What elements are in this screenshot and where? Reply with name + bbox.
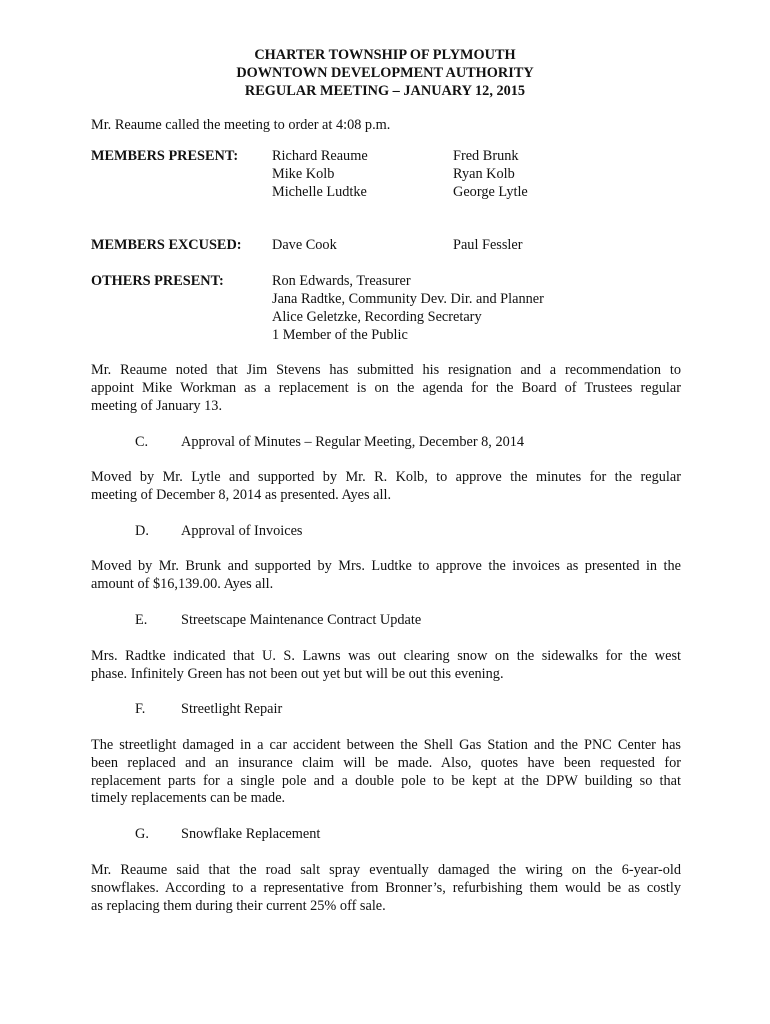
paragraph-line: replacement parts for a single pole and a double pole to be kept at the DPW building so that (91, 772, 681, 789)
other-present-name: Jana Radtke, Community Dev. Dir. and Planner (272, 291, 544, 307)
member-excused-name: Dave Cook (272, 237, 337, 253)
section-letter: G. (135, 826, 149, 842)
member-present-name: Michelle Ludtke (272, 184, 367, 200)
section-heading: Snowflake Replacement (181, 826, 321, 842)
other-present-name: 1 Member of the Public (272, 327, 408, 343)
paragraph-line: amount of $16,139.00. Ayes all. (91, 575, 274, 592)
section-body (91, 469, 681, 505)
member-excused-name: Paul Fessler (453, 237, 523, 253)
paragraph-line: appoint Mike Workman as a replacement is on the agenda for the Board of Trustees regular (91, 379, 681, 396)
other-present-name: Ron Edwards, Treasurer (272, 273, 411, 289)
section-letter: F. (135, 701, 146, 717)
header-meeting-date: REGULAR MEETING – JANUARY 12, 2015 (244, 83, 526, 99)
call-to-order: Mr. Reaume called the meeting to order at 4:08 p.m. (91, 117, 391, 133)
header-authority: DOWNTOWN DEVELOPMENT AUTHORITY (236, 65, 534, 81)
paragraph-line: as replacing them during their current 25% off sale. (91, 897, 386, 914)
member-present-name: Fred Brunk (453, 148, 519, 164)
paragraph-line: Moved by Mr. Lytle and supported by Mr. R. Kolb, to approve the minutes for the regular (91, 469, 681, 485)
paragraph-line: Moved by Mr. Brunk and supported by Mrs. Ludtke to approve the invoices as presented in the (91, 558, 681, 574)
section-body (91, 648, 681, 684)
paragraph-line: Mrs. Radtke indicated that U. S. Lawns was out clearing snow on the sidewalks for the west (91, 648, 681, 664)
member-present-name: Ryan Kolb (453, 166, 515, 182)
others-present-label: OTHERS PRESENT: (91, 273, 224, 289)
resignation-note (91, 362, 681, 415)
section-heading: Streetlight Repair (181, 701, 283, 717)
section-letter: C. (135, 434, 149, 450)
paragraph-line: been replaced and an insurance claim will be made. Also, quotes have been requested for (91, 754, 681, 771)
section-letter: E. (135, 612, 148, 628)
members-present-label: MEMBERS PRESENT: (91, 148, 239, 164)
member-present-name: Mike Kolb (272, 166, 335, 182)
members-excused-label: MEMBERS EXCUSED: (91, 237, 242, 253)
paragraph-line: Mr. Reaume said that the road salt spray eventually damaged the wiring on the 6-year-old (91, 862, 681, 878)
paragraph-line: The streetlight damaged in a car accident between the Shell Gas Station and the PNC Center has (91, 737, 681, 753)
paragraph-line: snowflakes. According to a representative from Bronner’s, refurbishing them would be as costly (91, 879, 681, 896)
section-heading: Approval of Invoices (181, 523, 303, 539)
header-township: CHARTER TOWNSHIP OF PLYMOUTH (254, 47, 516, 63)
section-body (91, 737, 681, 808)
member-present-name: George Lytle (453, 184, 528, 200)
paragraph-line: phase. Infinitely Green has not been out yet but will be out this evening. (91, 665, 504, 682)
section-letter: D. (135, 523, 149, 539)
paragraph-line: Mr. Reaume noted that Jim Stevens has submitted his resignation and a recommendation to (91, 362, 681, 378)
paragraph-line: meeting of January 13. (91, 397, 223, 414)
member-present-name: Richard Reaume (272, 148, 368, 164)
section-heading: Streetscape Maintenance Contract Update (181, 612, 422, 628)
section-body (91, 558, 681, 594)
other-present-name: Alice Geletzke, Recording Secretary (272, 309, 482, 325)
paragraph-line: timely replacements can be made. (91, 790, 286, 807)
section-heading: Approval of Minutes – Regular Meeting, December 8, 2014 (181, 434, 525, 450)
paragraph-line: meeting of December 8, 2014 as presented. Ayes all. (91, 486, 392, 503)
section-body (91, 862, 681, 915)
